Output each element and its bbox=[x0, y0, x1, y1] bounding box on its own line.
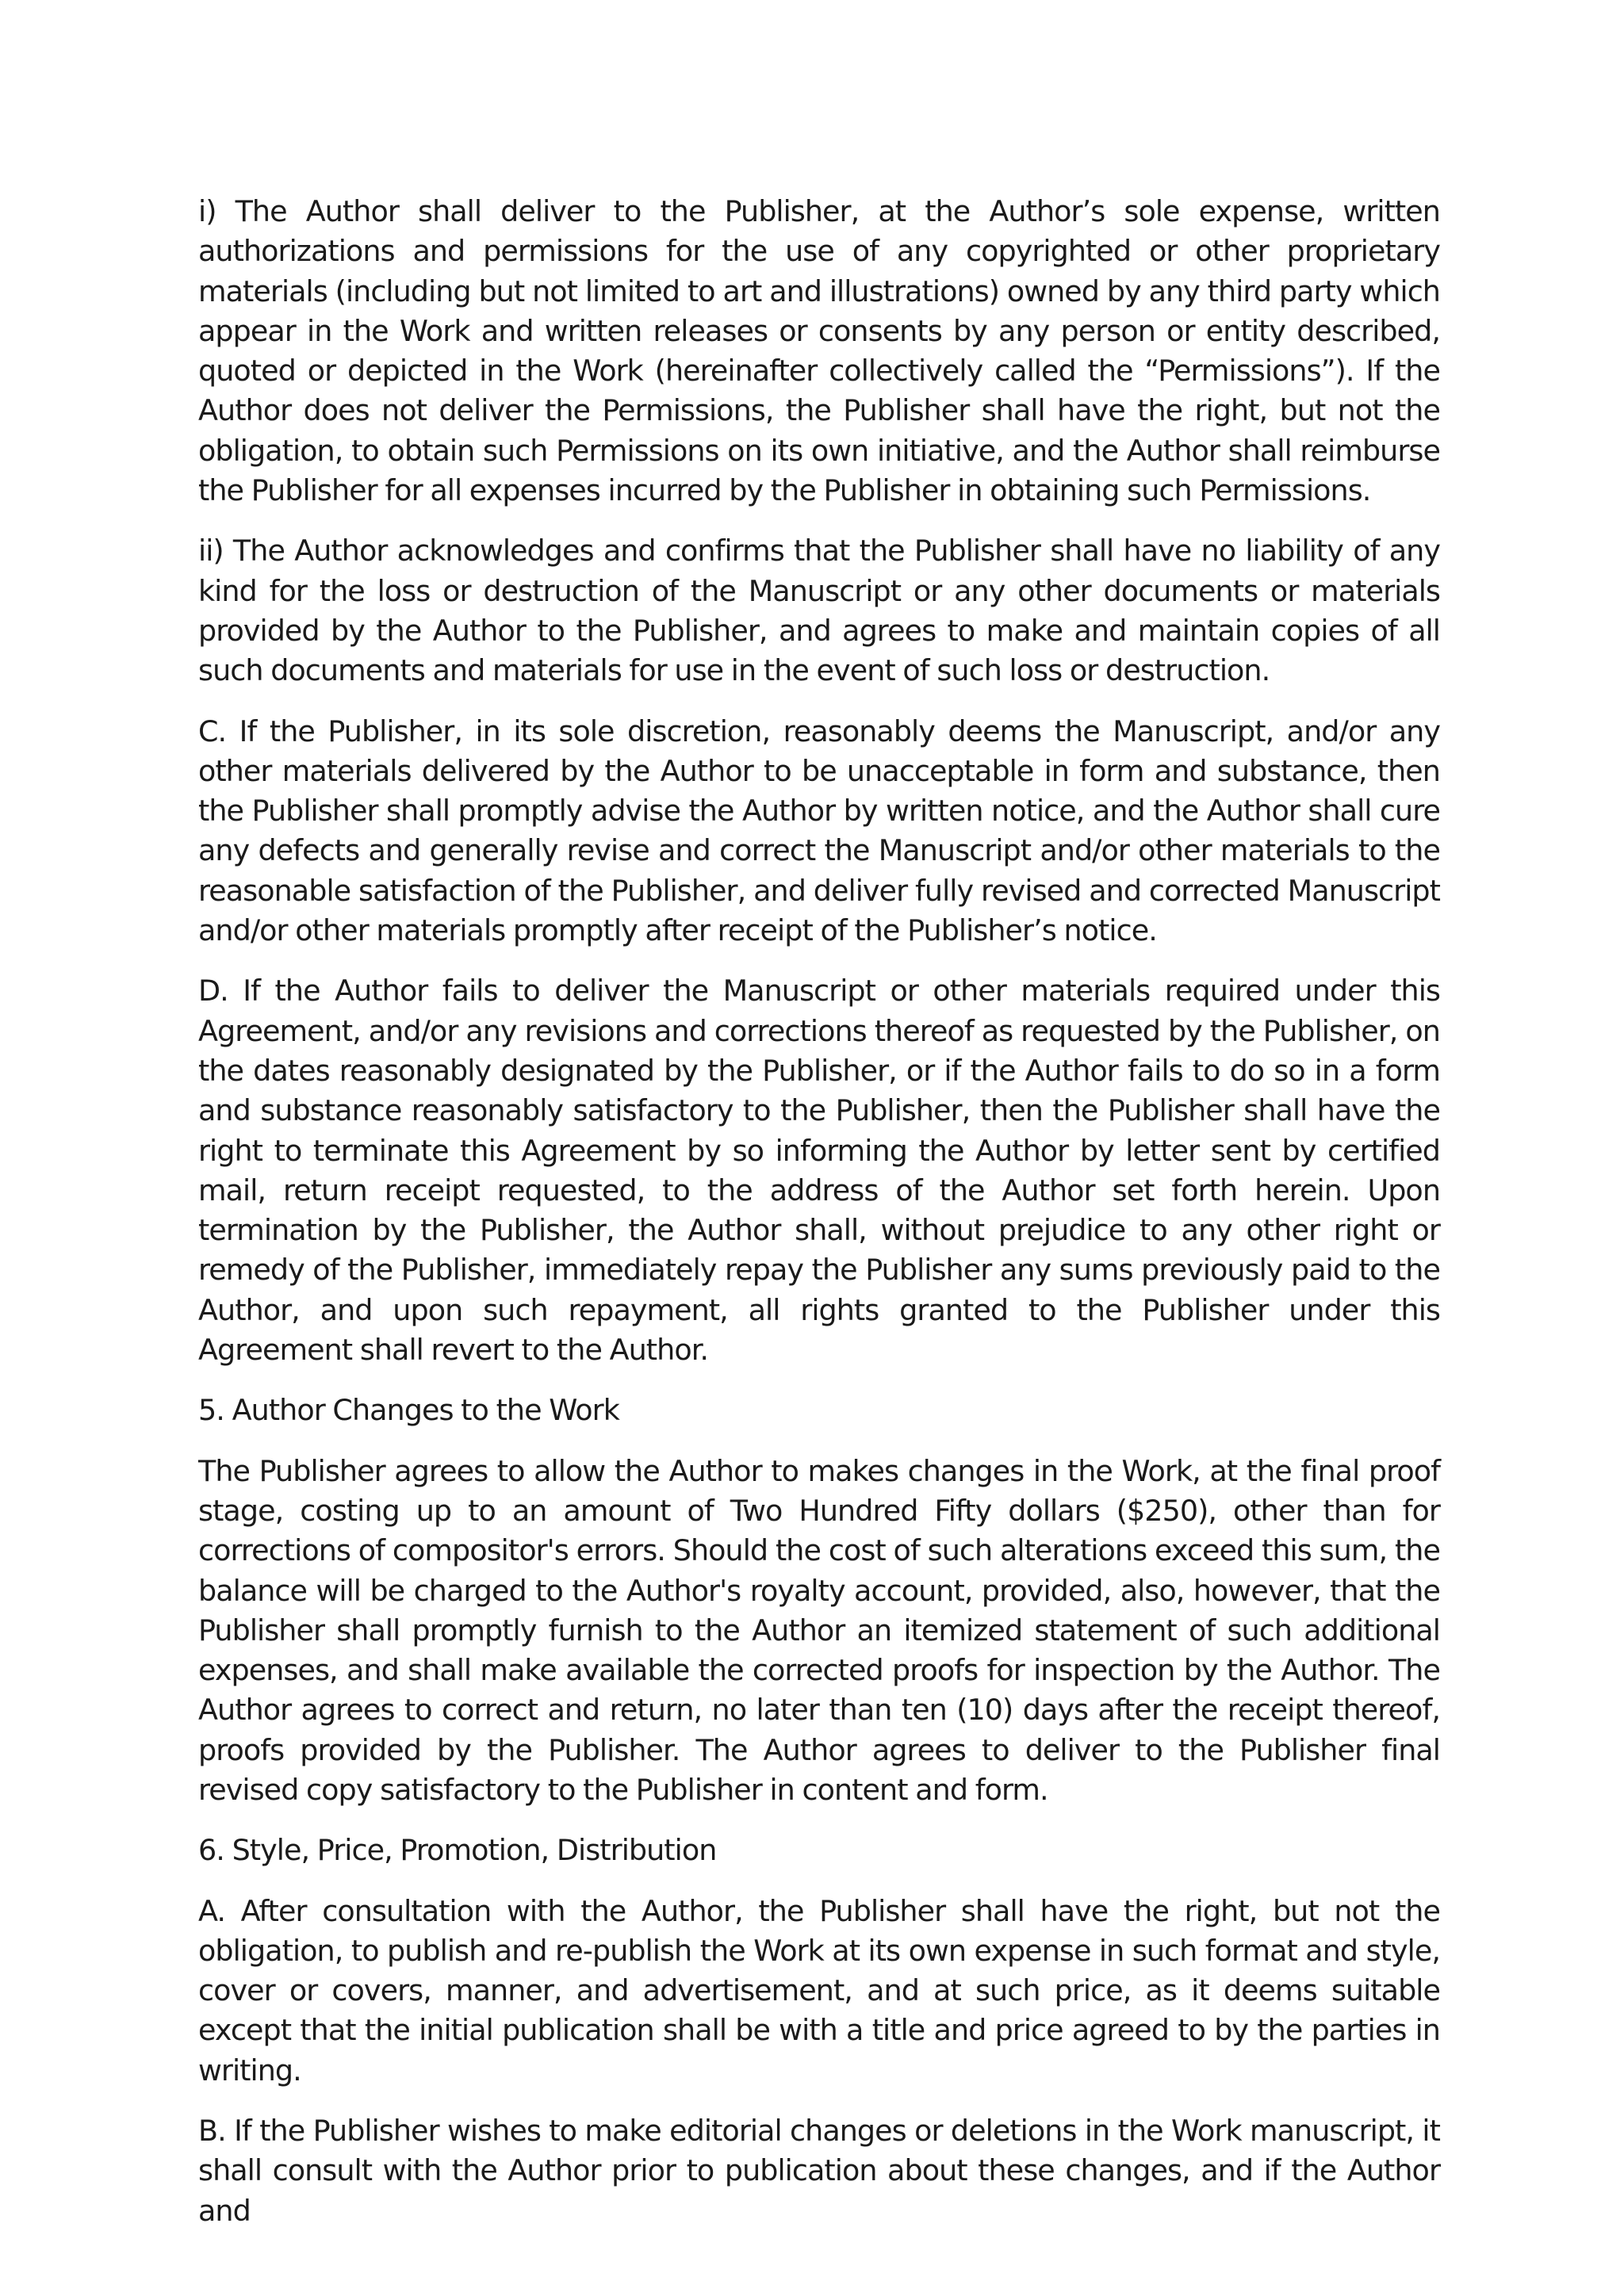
paragraph-a-publish: A. After consultation with the Author, the Publisher shall have the right, but not the obligation, to publish and re-publish the Work at its own expense in such format and style, cover or covers, manner, and advertisement, and at such price, as it deems suitable except that the initial publication shall be with a title and price agreed to by the parties in writing. bbox=[198, 1893, 1440, 2087]
paragraph-b-editorial: B. If the Publisher wishes to make editorial changes or deletions in the Work manuscript, it shall consult with the Author prior to publication about these changes, and if the Author and bbox=[198, 2114, 1440, 2228]
paragraph-liability: ii) The Author acknowledges and confirms that the Publisher shall have no liability of any kind for the loss or destruction of the Manuscript or any other documents or materials provided by the Author to the Publisher, and agrees to make and maintain copies of all such documents and materials for use in the event of such loss or destruction. bbox=[198, 534, 1440, 688]
paragraph-author-changes: The Publisher agrees to allow the Author to makes changes in the Work, at the final proof stage, costing up to an amount of Two Hundred Fifty dollars ($250), other than for corrections of compositor's errors. Should the cost of such alterations exceed this sum, the balance will be charged to the Author's royalty account, provided, also, however, that the Publisher shall promptly furnish to the Author an itemized statement of such additional expenses, and shall make available the corrected proofs for inspection by the Author. The Author agrees to correct and return, no later than ten (10) days after the receipt thereof, proofs provided by the Publisher. The Author agrees to deliver to the Publisher final revised copy satisfactory to the Publisher in content and form. bbox=[198, 1453, 1440, 1807]
section-heading-author-changes: 5. Author Changes to the Work bbox=[198, 1393, 619, 1428]
paragraph-d-termination: D. If the Author fails to deliver the Manuscript or other materials required under this Agreement, and/or any revisions and corrections thereof as requested by the Publisher, on the dates reasonably designated by the Publisher, or if the Author fails to do so in a form and substance reasonably satisfactory to the Publisher, then the Publisher shall have the right to terminate this Agreement by so informing the Author by letter sent by certified mail, return receipt requested, to the address of the Author set forth herein. Upon termination by the Publisher, the Author shall, without prejudice to any other right or remedy of the Publisher, immediately repay the Publisher any sums previously paid to the Author, and upon such repayment, all rights granted to the Publisher under this Agreement shall revert to the Author. bbox=[198, 974, 1440, 1368]
paragraph-c-acceptability: C. If the Publisher, in its sole discretion, reasonably deems the Manuscript, and/or any other materials delivered by the Author to be unacceptable in form and substance, then the Publisher shall promptly advise the Author by written notice, and the Author shall cure any defects and generally revise and correct the Manuscript and/or other materials to the reasonable satisfaction of the Publisher, and deliver fully revised and corrected Manuscript and/or other materials promptly after receipt of the Publisher’s notice. bbox=[198, 714, 1440, 948]
page-body bbox=[198, 192, 1440, 2252]
paragraph-permissions: i) The Author shall deliver to the Publisher, at the Author’s sole expense, written authorizations and permissions for the use of any copyrighted or other proprietary materials (including but not limited to art and illustrations) owned by any third party which appear in the Work and written releases or consents by any person or entity described, quoted or depicted in the Work (hereinafter collectively called the “Permissions”). If the Author does not deliver the Permissions, the Publisher shall have the right, but not the obligation, to obtain such Permissions on its own initiative, and the Author shall reimburse the Publisher for all expenses incurred by the Publisher in obtaining such Permissions. bbox=[198, 194, 1440, 508]
section-heading-style-price: 6. Style, Price, Promotion, Distribution bbox=[198, 1833, 717, 1868]
